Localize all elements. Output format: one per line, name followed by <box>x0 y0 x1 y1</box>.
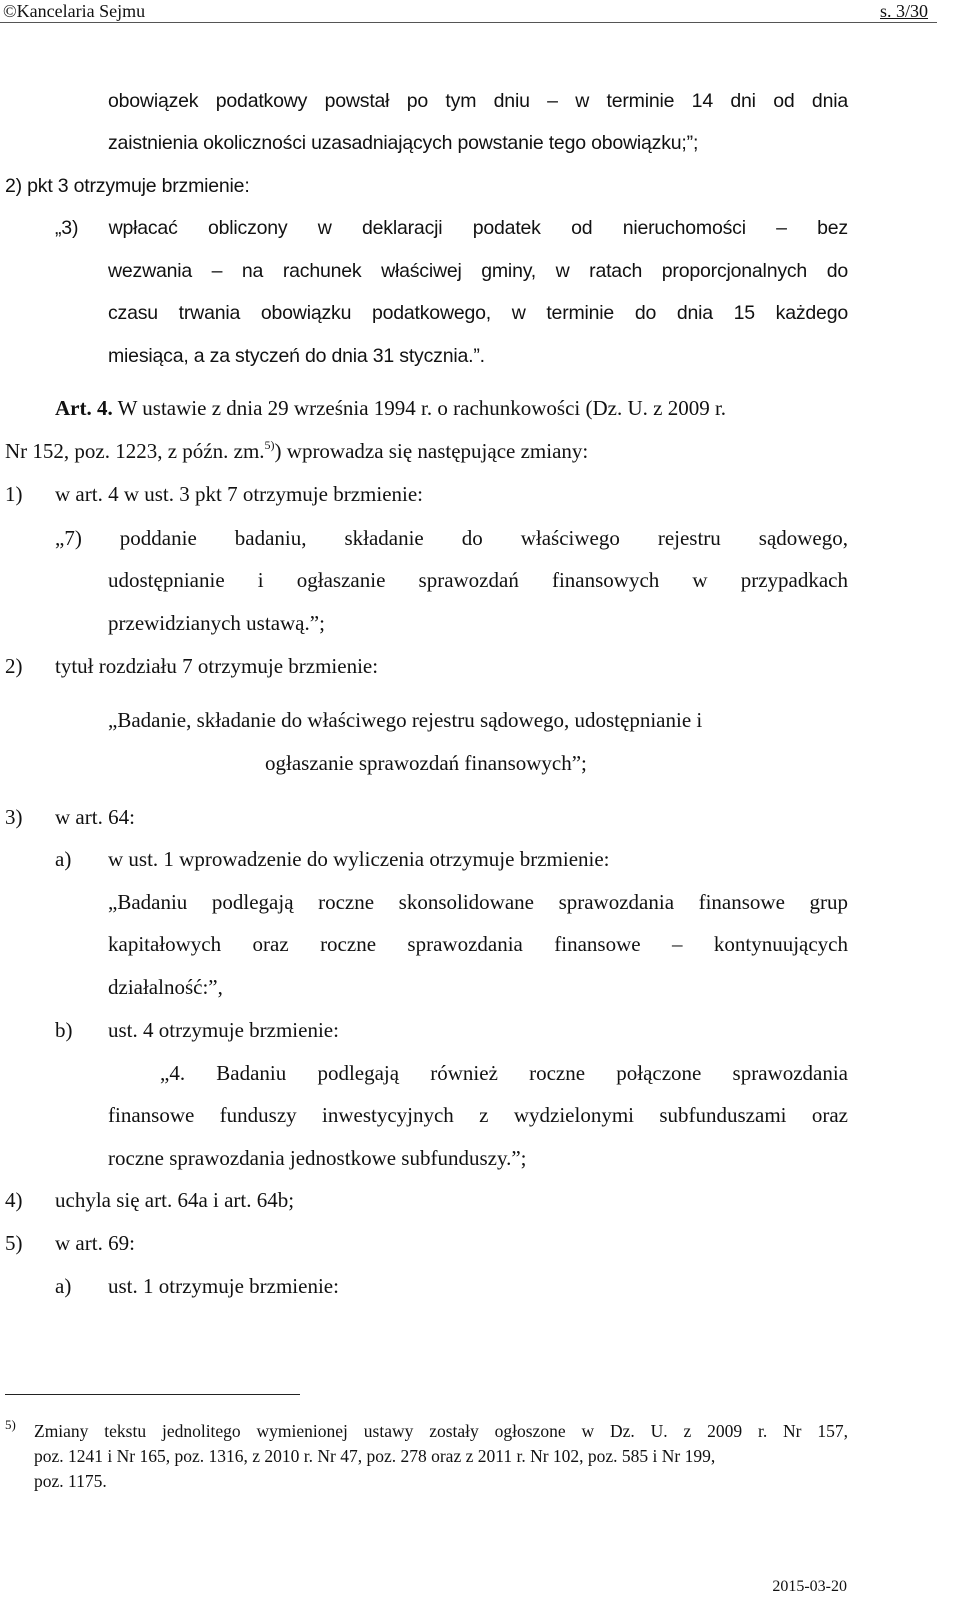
text-line: finansowe funduszy inwestycyjnych z wydzielonymi subfunduszami oraz <box>108 1103 848 1127</box>
footnote-divider <box>5 1394 300 1395</box>
text-line: kapitałowych oraz roczne sprawozdania finansowe – kontynuujących <box>108 932 848 956</box>
text-line: działalność:”, <box>108 975 223 999</box>
item-letter: a) <box>55 847 72 871</box>
text-line: „4. Badaniu podlegają również roczne połączone sprawozdania <box>160 1061 848 1085</box>
text-line: ogłaszanie sprawozdań finansowych”; <box>265 751 587 775</box>
item-number: 1) <box>5 482 23 506</box>
item-number: 4) <box>5 1188 23 1212</box>
text-line: obowiązek podatkowy powstał po tym dniu – w terminie 14 dni od dnia <box>108 90 848 112</box>
text-line: w art. 64: <box>55 805 135 829</box>
text-line: w art. 69: <box>55 1231 135 1255</box>
copyright-label: ©Kancelaria Sejmu <box>3 1 146 21</box>
text-line <box>5 438 588 464</box>
text-line: udostępnianie i ogłaszanie sprawozdań finansowych w przypadkach <box>108 568 848 592</box>
text-line: ust. 4 otrzymuje brzmienie: <box>108 1018 339 1042</box>
footnote-marker: 5) <box>5 1417 16 1432</box>
text-line: W ustawie z dnia 29 września 1994 r. o rachunkowości (Dz. U. z 2009 r. <box>112 396 727 420</box>
text-line: wezwania – na rachunek właściwej gminy, w ratach proporcjonalnych do <box>108 260 848 282</box>
text-line: „Badanie, składanie do właściwego rejestru sądowego, udostępnianie i <box>108 708 703 732</box>
text-segment: ) wprowadza się następujące zmiany: <box>274 439 589 463</box>
text-line: roczne sprawozdania jednostkowe subfunduszy.”; <box>108 1146 527 1170</box>
item-letter: a) <box>55 1274 72 1298</box>
header-divider <box>0 22 937 23</box>
footnote-line: poz. 1241 i Nr 165, poz. 1316, z 2010 r. Nr 47, poz. 278 oraz z 2011 r. Nr 102, poz. 585 i Nr 199, <box>34 1446 716 1466</box>
item-number: 3) <box>5 805 23 829</box>
text-line: ust. 1 otrzymuje brzmienie: <box>108 1274 339 1298</box>
text-line: uchyla się art. 64a i art. 64b; <box>55 1188 295 1212</box>
text-line: 2) pkt 3 otrzymuje brzmienie: <box>5 175 250 197</box>
text-line: w art. 4 w ust. 3 pkt 7 otrzymuje brzmienie: <box>55 482 424 506</box>
text-line: „3) wpłacać obliczony w deklaracji podatek od nieruchomości – bez <box>55 217 848 239</box>
article-heading <box>55 395 726 421</box>
text-line: „7) poddanie badaniu, składanie do właściwego rejestru sądowego, <box>55 526 848 550</box>
footnote-line: Zmiany tekstu jednolitego wymienionej ustawy zostały ogłoszone w Dz. U. z 2009 r. Nr 157, <box>34 1421 848 1441</box>
item-number: 5) <box>5 1231 23 1255</box>
article-number: Art. 4. <box>55 396 113 420</box>
text-line: tytuł rozdziału 7 otrzymuje brzmienie: <box>55 654 379 678</box>
footnote-ref: 5) <box>264 438 275 452</box>
text-line: czasu trwania obowiązku podatkowego, w terminie do dnia 15 każdego <box>108 302 848 324</box>
document-date: 2015-03-20 <box>772 1578 847 1595</box>
footnote-line: poz. 1175. <box>34 1471 107 1491</box>
text-line: przewidzianych ustawą.”; <box>108 611 325 635</box>
page-number: s. 3/30 <box>880 1 929 21</box>
item-letter: b) <box>55 1018 73 1042</box>
text-line: zaistnienia okoliczności uzasadniających powstanie tego obowiązku;”; <box>108 132 699 154</box>
text-line: „Badaniu podlegają roczne skonsolidowane sprawozdania finansowe grup <box>108 890 848 914</box>
text-line: miesiąca, a za styczeń do dnia 31 stycznia.”. <box>108 345 485 367</box>
text-segment: Nr 152, poz. 1223, z późn. zm. <box>5 439 265 463</box>
text-line: w ust. 1 wprowadzenie do wyliczenia otrzymuje brzmienie: <box>108 847 610 871</box>
item-number: 2) <box>5 654 23 678</box>
